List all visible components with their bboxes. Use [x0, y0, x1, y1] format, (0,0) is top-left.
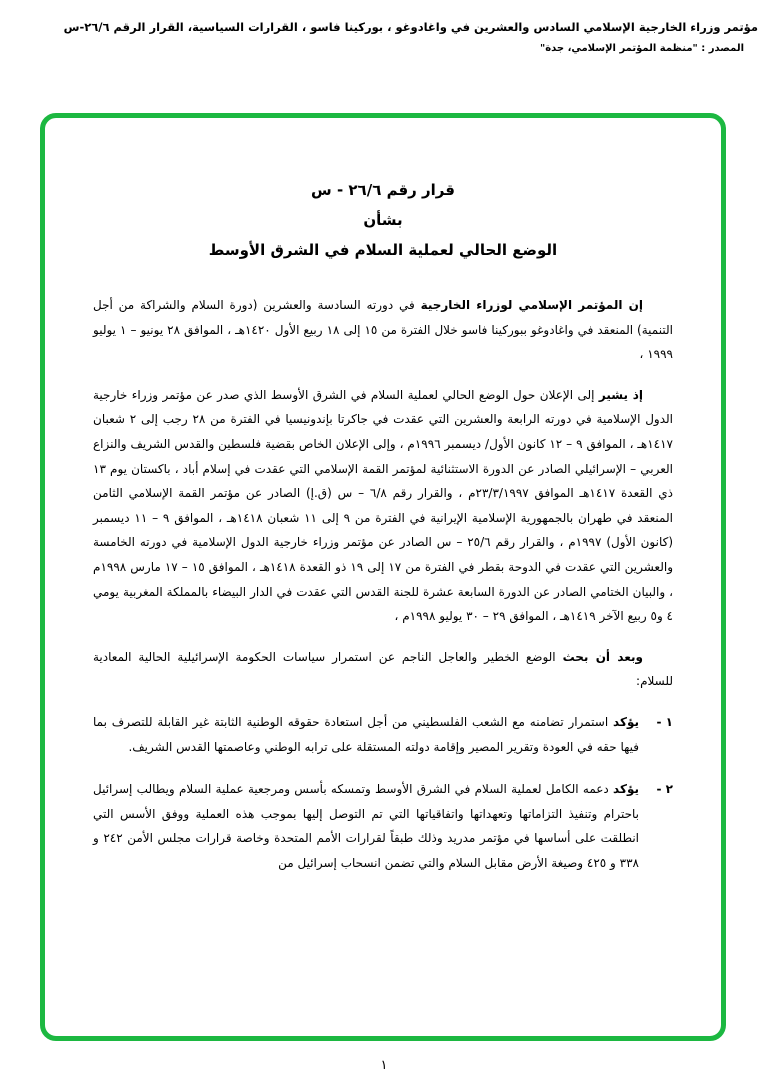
- title-regarding: بشأن: [363, 211, 403, 229]
- resolution-items: [93, 710, 673, 876]
- paragraph-lead: وبعد أن بحث: [562, 649, 643, 664]
- header-citation: مؤتمر وزراء الخارجية الإسلامي السادس والعشرين في واغادوغو ، بوركينا فاسو ، القرارات السياسية، القرار الرقم ٢٦/٦-س: [63, 20, 758, 34]
- header-source: المصدر : "منظمة المؤتمر الإسلامي، جدة": [539, 43, 744, 55]
- item-text: [93, 710, 639, 759]
- paragraph-preamble-1: [93, 293, 673, 367]
- document-body: [93, 293, 673, 875]
- title-subject: الوضع الحالي لعملية السلام في الشرق الأوسط: [208, 241, 558, 259]
- title-block: [93, 181, 673, 259]
- item-lead: يؤكد: [613, 782, 639, 797]
- paragraph-text: الوضع الخطير والعاجل الناجم عن استمرار سياسات الحكومة الإسرائيلية الحالية المعادية للسلام:: [93, 649, 673, 689]
- paragraph-preamble-3: [93, 645, 673, 694]
- list-item: [93, 710, 673, 759]
- item-body-text: استمرار تضامنه مع الشعب الفلسطيني من أجل استعادة حقوقه الوطنية الثابتة غير القابلة للتصرف بما فيها حقه في العودة وتقرير المصير وإقامة دولته المستقلة على ترابه الوطني وعاصمتها القدس الشريف.: [93, 714, 639, 754]
- item-text: [93, 777, 639, 875]
- item-number: ٢ -: [656, 782, 673, 797]
- list-item: [93, 777, 673, 875]
- paragraph-text: إلى الإعلان حول الوضع الحالي لعملية السلام في الشرق الأوسط الذي صدر عن مؤتمر وزراء خارجية الدول الإسلامية في دورته الرابعة والعشرين التي عقدت في جاكرتا بإندونيسيا في الفترة من ٢٨ رجب إلى ٢ شعبان ١٤١٧هـ ، الموافق ٩ – ١٢ كانون الأول/ ديسمبر ١٩٩٦م ، وإلى الإعلان الخاص بقضية فلسطين والقدس الشريف والنزاع العربي – الإسرائيلي الصادر عن الدورة الاستثنائية لمؤتمر القمة الإسلامي التي عقدت في إسلام أباد ، باكستان يوم ١٣ ذي القعدة ١٤١٧هـ الموافق ٢٣/٣/١٩٩٧م ، والقرار رقم ٦/٨ – س (ق.إ) الصادر عن مؤتمر القمة الإسلامي الثامن المنعقد في طهران بالجمهورية الإسلامية الإيرانية في الفترة من ٩ إلى ١١ شعبان ١٤١٨هـ ، الموافق ٩ – ١١ ديسمبر (كانون الأول) ١٩٩٧م ، والقرار رقم ٢٥/٦ – س الصادر عن مؤتمر وزراء خارجية الدول الإسلامية في دورته الخامسة والعشرين التي عقدت في الدوحة بقطر في الفترة من ١٧ إلى ١٩ ذو القعدة ١٤١٨هـ ، الموافق ١٥ – ١٧ مارس ١٩٩٨م ، والبيان الختامي الصادر عن الدورة السابعة عشرة للجنة القدس التي عقدت في الدار البيضاء بالمملكة المغربية يومي ٤ و٥ ربيع الآخر ١٤١٩هـ ، الموافق ٢٩ – ٣٠ يوليو ١٩٩٨م ،: [93, 387, 674, 624]
- paragraph-lead: إذ يشير: [598, 387, 643, 402]
- paragraph-preamble-2: [93, 383, 673, 629]
- item-lead: يؤكد: [613, 714, 639, 729]
- item-number: ١ -: [656, 714, 673, 729]
- page-header: [0, 0, 768, 54]
- paragraph-lead: إن المؤتمر الإسلامي لوزراء الخارجية: [420, 298, 643, 312]
- resolution-number-title: قرار رقم ٢٦/٦ - س: [311, 181, 455, 199]
- document-frame: [40, 113, 726, 1041]
- page-number: ١: [380, 1058, 388, 1073]
- item-body-text: دعمه الكامل لعملية السلام في الشرق الأوسط وتمسكه بأسس ومرجعية عملية السلام ويطالب إسرائيل باحترام وتنفيذ التزاماتها وتعهداتها واتفاقياتها التي تم التوصل إليها بموجب هذه العملية ووفق الأسس التي انطلقت على أساسها في مؤتمر مدريد وذلك طبقاً لقرارات الأمم المتحدة وخاصة قرارات مجلس الأمن ٢٤٢ و ٣٣٨ و ٤٢٥ وصيغة الأرض مقابل السلام والتي تضمن انسحاب إسرائيل من: [93, 782, 639, 870]
- paragraph-text: في دورته السادسة والعشرين (دورة السلام والشراكة من أجل التنمية) المنعقد في واغادوغو ببوركينا فاسو خلال الفترة من ١٥ إلى ١٨ ربيع الأول ١٤٢٠هـ ، الموافق ٢٨ يونيو – ١ يوليو ١٩٩٩ ،: [93, 298, 673, 362]
